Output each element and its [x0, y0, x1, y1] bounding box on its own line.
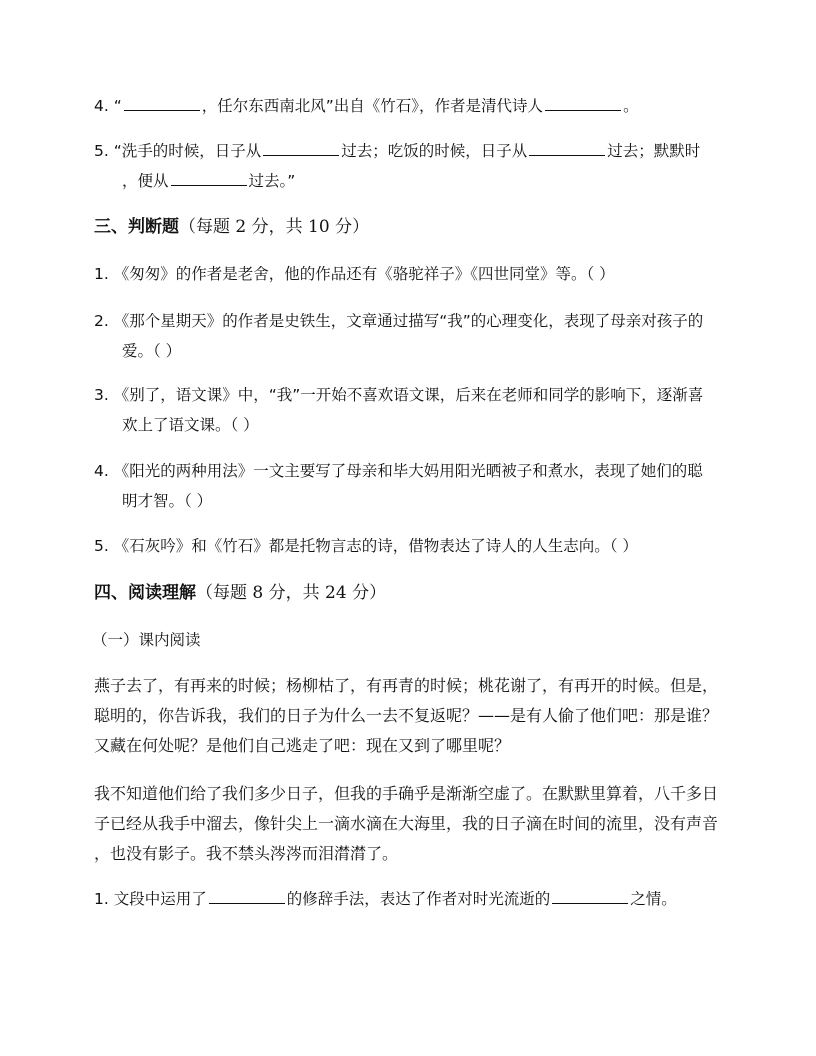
answer-blank[interactable] — [209, 889, 285, 904]
question-text: 之情。 — [630, 890, 677, 908]
judge-question-2 — [94, 311, 728, 331]
question-number: 5. — [94, 537, 109, 555]
answer-blank[interactable] — [263, 141, 339, 156]
passage-line: 又藏在何处呢？是他们自己逃走了吧：现在又到了哪里呢？ — [94, 736, 511, 755]
question-number: 4. — [94, 97, 109, 115]
answer-blank[interactable] — [529, 141, 605, 156]
fill-question-5-line2 — [122, 171, 728, 191]
question-text: “洗手的时候，日子从 — [113, 142, 262, 160]
question-text: 过去；默默时 — [607, 142, 701, 160]
question-text: ，任尔东西南北风”出自《竹石》，作者是清代诗人 — [201, 97, 544, 115]
question-text: 《阳光的两种用法》一文主要写了母亲和毕大妈用阳光晒被子和煮水，表现了她们的聪 — [113, 462, 703, 480]
passage-line: 子已经从我手中溜去，像针尖上一滴水滴在大海里，我的日子滴在时间的流里，没有声音 — [94, 814, 719, 833]
judge-question-1 — [94, 264, 728, 284]
judge-question-2-cont — [122, 341, 728, 361]
question-number: 3. — [94, 386, 109, 404]
subsection-label: （一）课内阅读 — [92, 631, 201, 649]
question-text: 文段中运用了 — [113, 890, 207, 908]
section-4-heading — [94, 582, 386, 604]
answer-blank[interactable] — [171, 171, 247, 186]
fill-question-4 — [94, 96, 728, 116]
judge-question-3-cont — [122, 415, 728, 435]
open-quote: “ — [113, 97, 122, 115]
question-number: 5. — [94, 142, 109, 160]
judge-question-4 — [94, 461, 728, 481]
question-text: 过去；吃饭的时候，日子从 — [341, 142, 528, 160]
question-text: 过去。” — [248, 172, 296, 190]
judge-question-4-cont — [122, 491, 728, 511]
fill-question-5-line1 — [94, 141, 728, 161]
question-number: 1. — [94, 265, 109, 283]
section-title: 三、判断题 — [94, 217, 179, 237]
passage-line: 燕子去了，有再来的时候；杨柳枯了，有再青的时候；桃花谢了，有再开的时候。但是， — [94, 676, 719, 695]
question-text: 《石灰吟》和《竹石》都是托物言志的诗，借物表达了诗人的人生志向。（ ） — [113, 537, 638, 555]
answer-blank[interactable] — [552, 889, 628, 904]
section-3-heading — [94, 216, 369, 238]
section-score: （每题 2 分，共 10 分） — [179, 217, 370, 237]
question-text: 欢上了语文课。（ ） — [122, 416, 259, 434]
judge-question-3 — [94, 385, 728, 405]
answer-blank[interactable] — [124, 96, 200, 111]
question-text: ，便从 — [122, 172, 169, 190]
question-number: 4. — [94, 462, 109, 480]
question-end: 。 — [623, 97, 639, 115]
passage-line: 聪明的，你告诉我，我们的日子为什么一去不复返呢？——是有人偷了他们吧：那是谁？ — [94, 706, 719, 725]
question-text: 《别了，语文课》中，“我”一开始不喜欢语文课，后来在老师和同学的影响下，逐渐喜 — [113, 386, 704, 404]
section-score: （每题 8 分，共 24 分） — [196, 583, 387, 603]
question-text: 《那个星期天》的作者是史铁生，文章通过描写“我”的心理变化，表现了母亲对孩子的 — [113, 312, 704, 330]
question-text: 明才智。（ ） — [122, 492, 213, 510]
question-text: 的修辞手法，表达了作者对时光流逝的 — [286, 890, 551, 908]
question-number: 2. — [94, 312, 109, 330]
passage-line: ，也没有影子。我不禁头涔涔而泪潸潸了。 — [94, 844, 399, 863]
question-number: 1. — [94, 890, 109, 908]
reading-question-1 — [94, 889, 728, 909]
answer-blank[interactable] — [545, 96, 621, 111]
passage-line: 我不知道他们给了我们多少日子，但我的手确乎是渐渐空虚了。在默默里算着，八千多日 — [94, 784, 719, 803]
section-title: 四、阅读理解 — [94, 583, 196, 603]
question-text: 爱。（ ） — [122, 342, 182, 360]
judge-question-5 — [94, 536, 728, 556]
question-text: 《匆匆》的作者是老舍，他的作品还有《骆驼祥子》《四世同堂》等。（ ） — [113, 265, 615, 283]
subsection-title — [92, 630, 728, 650]
